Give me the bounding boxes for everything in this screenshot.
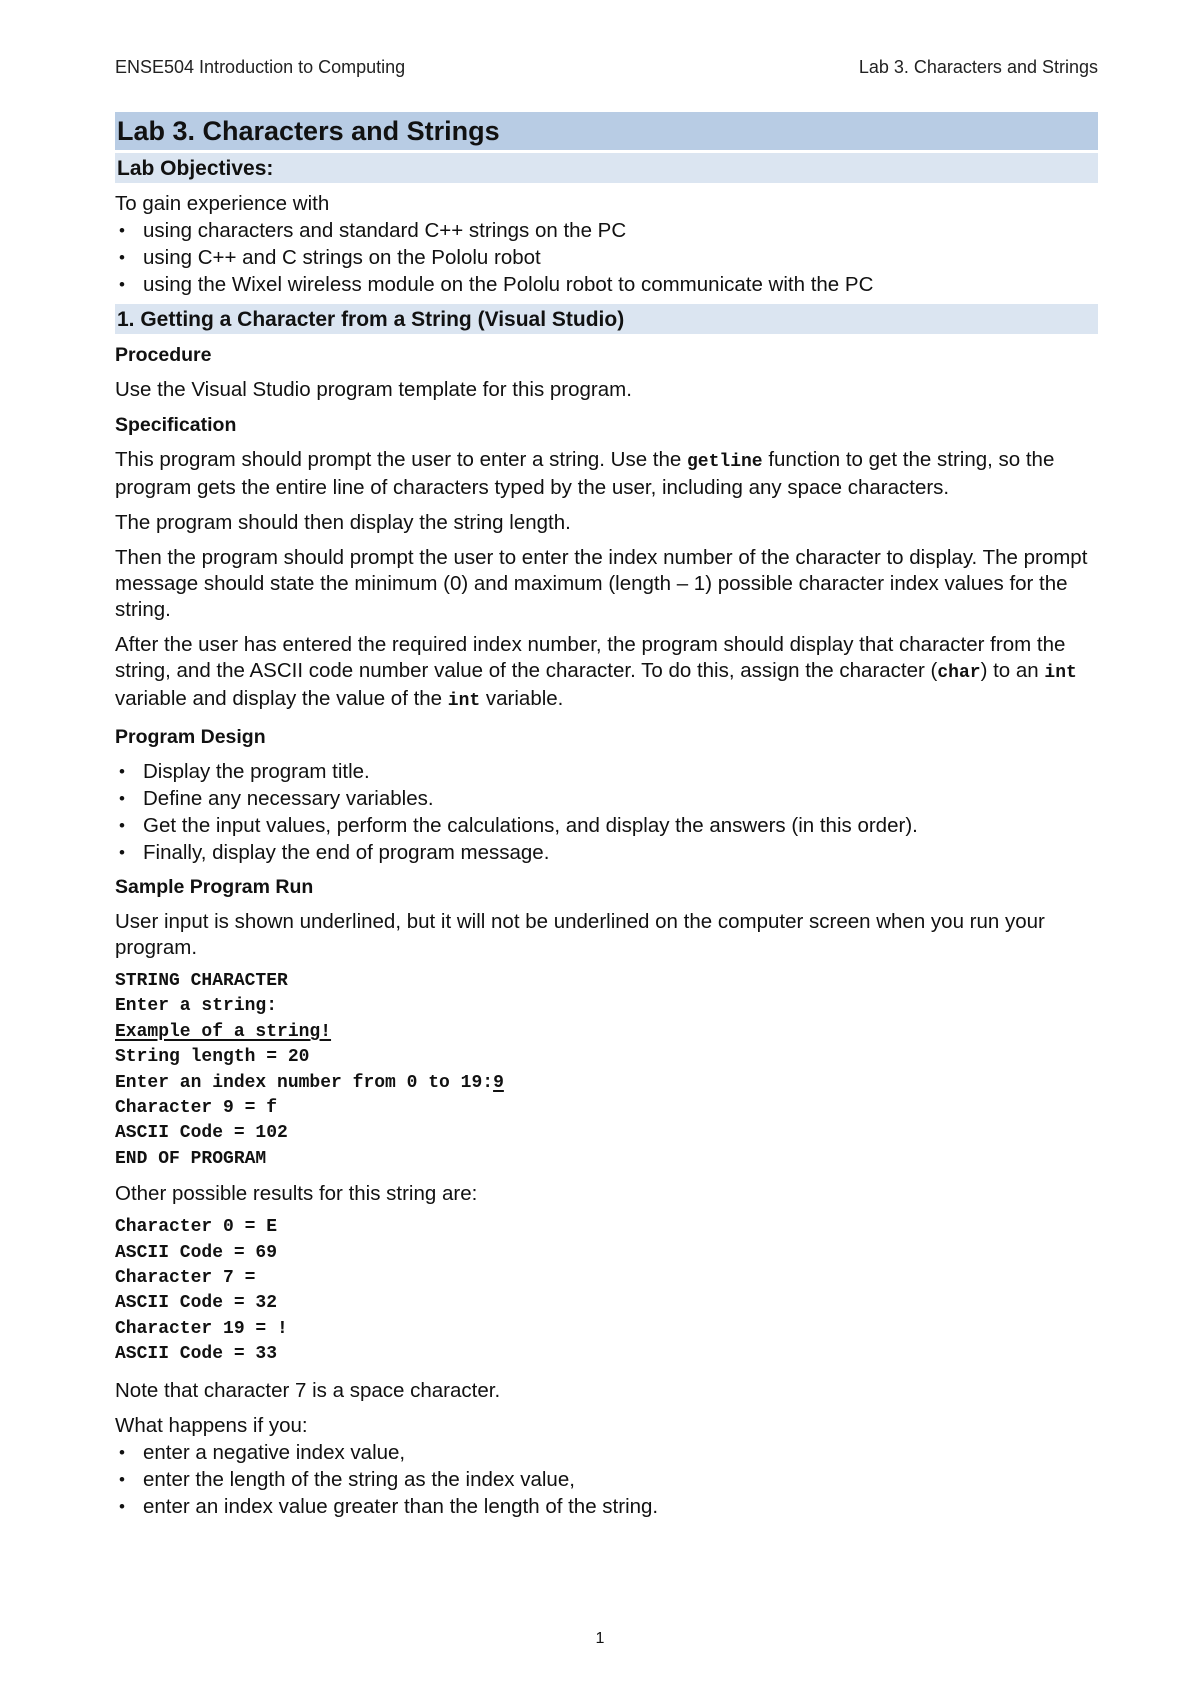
run-line: ASCII Code = 33 bbox=[115, 1344, 278, 1365]
spec-paragraph-1: This program should prompt the user to enter a string. Use the getline function to get the string, so the program gets the entire line of characters typed by the user, including any space characters. bbox=[115, 448, 1055, 499]
run-line: END OF PROGRAM bbox=[115, 1148, 267, 1169]
run-line: ASCII Code = 32 bbox=[115, 1293, 278, 1314]
run-line: Character 0 = E bbox=[115, 1217, 278, 1238]
run-user-input: 9 bbox=[493, 1072, 504, 1093]
run-line: STRING CHARACTER bbox=[115, 971, 288, 991]
note-text: Note that character 7 is a space character. bbox=[115, 1378, 501, 1402]
other-results-output bbox=[115, 1215, 1098, 1367]
sample-run-output bbox=[115, 969, 1098, 1172]
what-happens-item: • enter an index value greater than the length of the string. bbox=[115, 1493, 1098, 1520]
other-results-intro: Other possible results for this string are: bbox=[115, 1182, 478, 1206]
design-item: • Define any necessary variables. bbox=[115, 785, 1098, 812]
run-line: String length = 20 bbox=[115, 1047, 310, 1068]
objective-item: • using the Wixel wireless module on the Pololu robot to communicate with the PC bbox=[115, 271, 1098, 298]
what-happens-list bbox=[115, 1439, 1098, 1520]
run-line-user-input: Example of a string! bbox=[115, 1021, 332, 1042]
run-line: Character 19 = ! bbox=[115, 1318, 288, 1339]
design-item: • Finally, display the end of program message. bbox=[115, 839, 1098, 866]
objectives-heading: Lab Objectives: bbox=[115, 153, 1098, 183]
objectives-intro: To gain experience with bbox=[115, 192, 330, 215]
objective-item: • using characters and standard C++ strings on the PC bbox=[115, 217, 1098, 244]
procedure-text: Use the Visual Studio program template for this program. bbox=[115, 378, 632, 401]
header-lab-title: Lab 3. Characters and Strings bbox=[858, 57, 1098, 77]
run-line: ASCII Code = 102 bbox=[115, 1123, 288, 1144]
objectives-list bbox=[115, 217, 1098, 298]
spec-paragraph-4: After the user has entered the required index number, the program should display that character from the string, and the ASCII code number value of the character. To do this, assign the character (char) to an int variable and display the value of the int variable. bbox=[115, 633, 1077, 711]
run-line: Enter an index number from 0 to 19:9 bbox=[115, 1072, 504, 1093]
procedure-heading: Procedure bbox=[115, 344, 212, 366]
design-list bbox=[115, 758, 1098, 866]
lab-title: Lab 3. Characters and Strings bbox=[117, 116, 500, 146]
code-getline: getline bbox=[687, 452, 763, 472]
objective-item: • using C++ and C strings on the Pololu robot bbox=[115, 244, 1098, 271]
page-number: 1 bbox=[595, 1630, 605, 1647]
run-line: Character 9 = f bbox=[115, 1098, 278, 1119]
sample-intro: User input is shown underlined, but it will not be underlined on the computer screen when you run your program. bbox=[115, 910, 1045, 959]
code-int: int bbox=[1044, 663, 1077, 683]
section1-heading: 1. Getting a Character from a String (Visual Studio) bbox=[115, 304, 1098, 334]
design-item: • Display the program title. bbox=[115, 758, 1098, 785]
design-heading: Program Design bbox=[115, 726, 266, 748]
spec-paragraph-3: Then the program should prompt the user to enter the index number of the character to display. The prompt message should state the minimum (0) and maximum (length – 1) possible character index values for the string. bbox=[115, 546, 1088, 621]
spec-paragraph-2: The program should then display the string length. bbox=[115, 511, 571, 534]
header-course: ENSE504 Introduction to Computing bbox=[115, 57, 406, 77]
code-char: char bbox=[937, 663, 981, 683]
run-line: Character 7 = bbox=[115, 1268, 256, 1289]
what-happens-intro: What happens if you: bbox=[115, 1413, 308, 1437]
what-happens-item: • enter a negative index value, bbox=[115, 1439, 1098, 1466]
run-line: Enter a string: bbox=[115, 996, 278, 1017]
what-happens-item: • enter the length of the string as the index value, bbox=[115, 1466, 1098, 1493]
code-int: int bbox=[447, 691, 481, 711]
sample-heading: Sample Program Run bbox=[115, 876, 314, 898]
lab-title-band bbox=[115, 112, 1098, 150]
run-line: ASCII Code = 69 bbox=[115, 1242, 278, 1263]
document-body bbox=[115, 112, 1098, 1520]
design-item: • Get the input values, perform the calculations, and display the answers (in this order). bbox=[115, 812, 1098, 839]
specification-heading: Specification bbox=[115, 414, 237, 436]
